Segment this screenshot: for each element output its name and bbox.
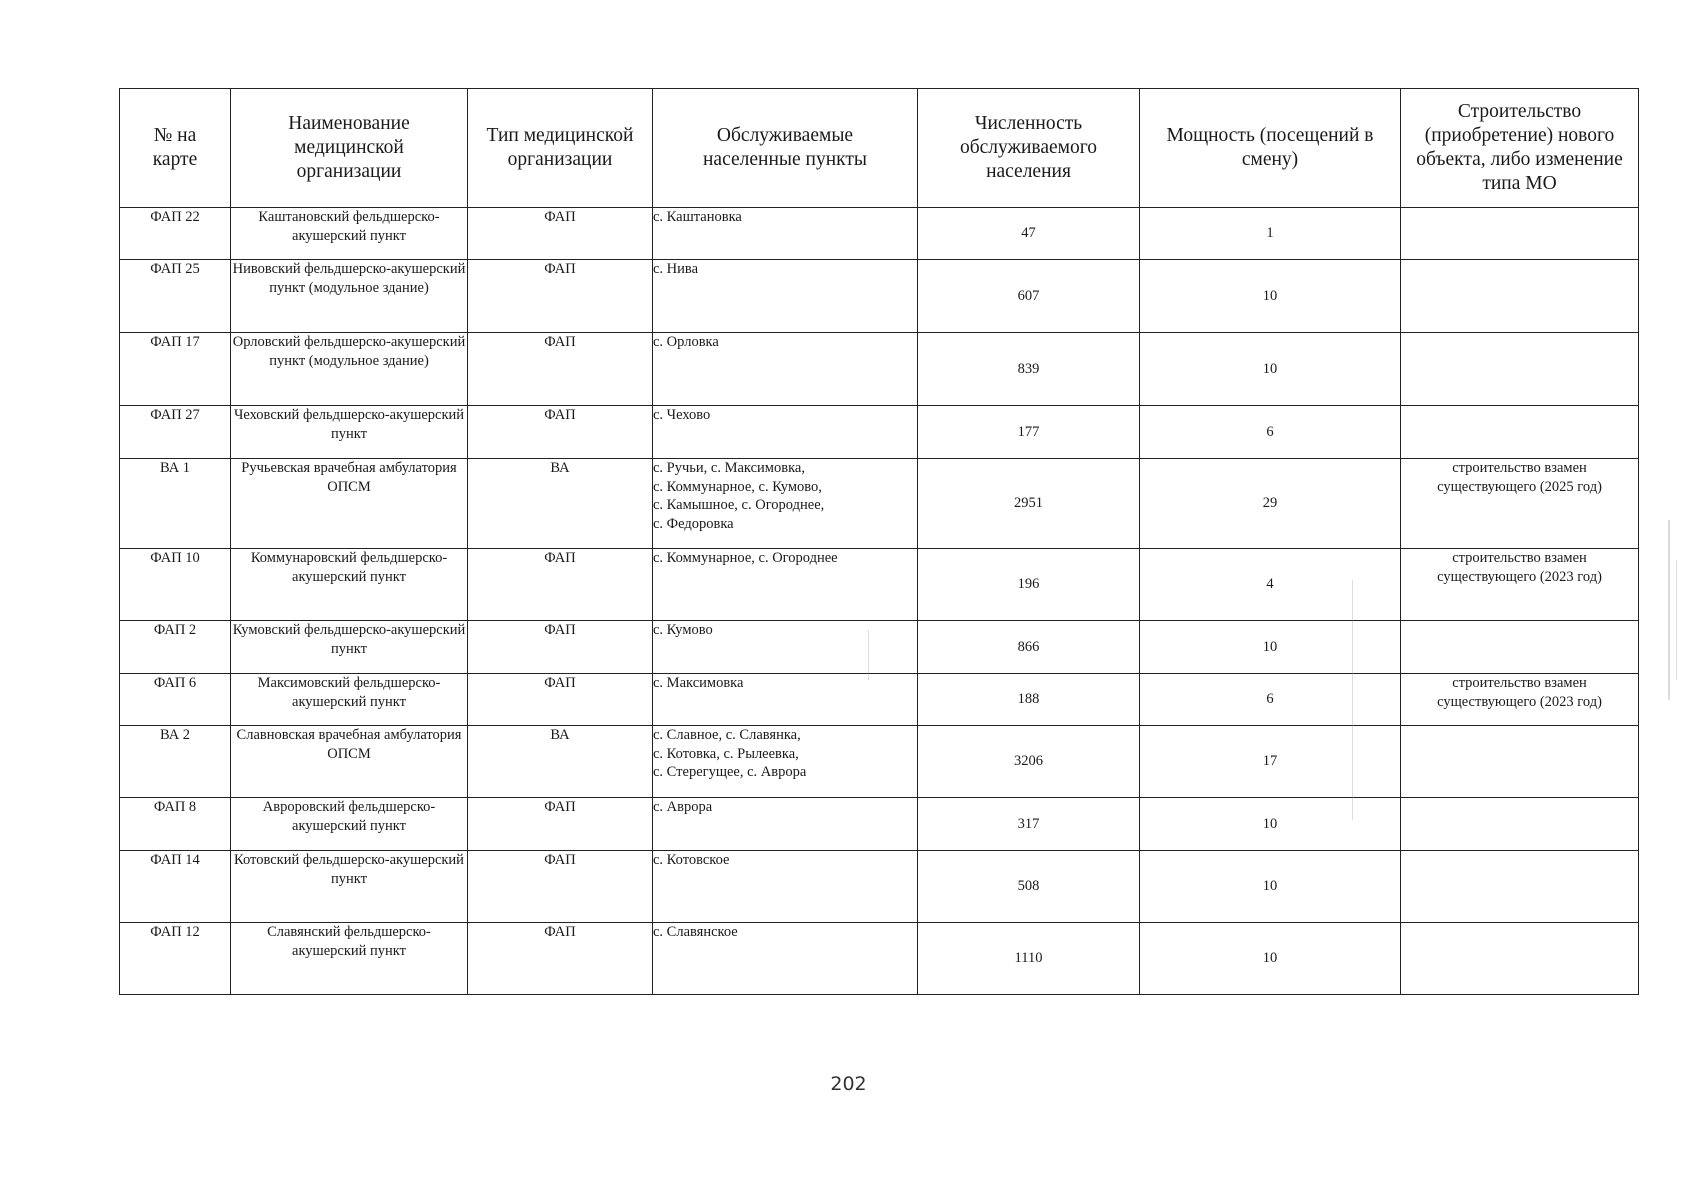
header-served-settlements: Обслуживаемые населенные пункты	[653, 89, 918, 208]
table-body	[120, 208, 1639, 995]
served-settlements-cell	[653, 208, 918, 260]
construction-cell	[1401, 923, 1639, 995]
capacity-cell: 6	[1140, 406, 1401, 459]
table-row	[120, 923, 1639, 995]
table-header-row	[120, 89, 1639, 208]
org-type-cell: ФАП	[468, 851, 653, 923]
settlement-line: с. Котовка, с. Рылеевка,	[653, 745, 799, 762]
served-settlements-cell	[653, 621, 918, 674]
capacity-cell: 17	[1140, 726, 1401, 798]
org-type-cell: ФАП	[468, 333, 653, 406]
map-number-cell: ФАП 12	[120, 923, 231, 995]
construction-note-line: существующего (2025 год)	[1437, 478, 1602, 495]
org-name-cell: Авроровский фельдшерско-акушерский пункт	[231, 798, 468, 851]
population-cell: 508	[918, 851, 1140, 923]
org-type-cell: ФАП	[468, 923, 653, 995]
header-construction: Строительство (приобретение) нового объекта, либо изменение типа МО	[1401, 89, 1639, 208]
scan-noise	[868, 630, 869, 680]
org-name-cell: Каштановский фельдшерско-акушерский пункт	[231, 208, 468, 260]
org-type-cell: ВА	[468, 459, 653, 549]
map-number-cell: ФАП 8	[120, 798, 231, 851]
served-settlements-cell	[653, 459, 918, 549]
org-type-cell: ФАП	[468, 260, 653, 333]
table-row	[120, 260, 1639, 333]
header-org-name: Наименование медицинской организации	[231, 89, 468, 208]
map-number-cell: ФАП 22	[120, 208, 231, 260]
served-settlements-cell	[653, 549, 918, 621]
capacity-cell: 6	[1140, 674, 1401, 726]
served-settlements-cell	[653, 726, 918, 798]
settlement-line: с. Нива	[653, 261, 699, 277]
construction-cell	[1401, 726, 1639, 798]
settlement-line: с. Федоровка	[653, 515, 734, 532]
capacity-cell: 10	[1140, 798, 1401, 851]
population-cell: 866	[918, 621, 1140, 674]
served-settlements-cell	[653, 260, 918, 333]
org-name-cell: Нивовский фельдшерско-акушерский пункт (модульное здание)	[231, 260, 468, 333]
population-cell: 607	[918, 260, 1140, 333]
table-row	[120, 208, 1639, 260]
scan-noise	[1668, 520, 1670, 700]
capacity-cell: 1	[1140, 208, 1401, 260]
org-name-cell: Славновская врачебная амбулатория ОПСМ	[231, 726, 468, 798]
capacity-cell: 4	[1140, 549, 1401, 621]
org-name-cell: Кумовский фельдшерско-акушерский пункт	[231, 621, 468, 674]
header-map-number: № на карте	[120, 89, 231, 208]
table-row	[120, 798, 1639, 851]
map-number-cell: ФАП 14	[120, 851, 231, 923]
map-number-cell: ФАП 2	[120, 621, 231, 674]
construction-note-line: строительство взамен	[1452, 675, 1587, 691]
org-name-cell: Славянский фельдшерско-акушерский пункт	[231, 923, 468, 995]
org-name-cell: Котовский фельдшерско-акушерский пункт	[231, 851, 468, 923]
construction-cell	[1401, 459, 1639, 549]
map-number-cell: ФАП 10	[120, 549, 231, 621]
header-org-type: Тип медицинской организации	[468, 89, 653, 208]
org-name-cell: Чеховский фельдшерско-акушерский пункт	[231, 406, 468, 459]
table-row	[120, 674, 1639, 726]
population-cell: 3206	[918, 726, 1140, 798]
settlement-line: с. Камышное, с. Огороднее,	[653, 497, 825, 513]
population-cell: 317	[918, 798, 1140, 851]
capacity-cell: 10	[1140, 923, 1401, 995]
map-number-cell: ФАП 6	[120, 674, 231, 726]
settlement-line: с. Максимовка	[653, 675, 744, 691]
scan-noise	[1352, 580, 1353, 820]
construction-cell	[1401, 549, 1639, 621]
org-type-cell: ВА	[468, 726, 653, 798]
served-settlements-cell	[653, 406, 918, 459]
org-name-cell: Ручьевская врачебная амбулатория ОПСМ	[231, 459, 468, 549]
settlement-line: с. Аврора	[653, 799, 713, 815]
construction-cell	[1401, 333, 1639, 406]
settlement-line: с. Славянское	[653, 924, 738, 940]
map-number-cell: ВА 2	[120, 726, 231, 798]
org-name-cell: Орловский фельдшерско-акушерский пункт (модульное здание)	[231, 333, 468, 406]
settlement-line: с. Коммунарное, с. Огороднее	[653, 550, 838, 566]
map-number-cell: ФАП 27	[120, 406, 231, 459]
table-row	[120, 726, 1639, 798]
capacity-cell: 10	[1140, 851, 1401, 923]
org-type-cell: ФАП	[468, 674, 653, 726]
construction-note-line: существующего (2023 год)	[1437, 693, 1602, 710]
org-type-cell: ФАП	[468, 208, 653, 260]
settlement-line: с. Стерегущее, с. Аврора	[653, 764, 807, 780]
population-cell: 1110	[918, 923, 1140, 995]
settlement-line: с. Славное, с. Славянка,	[653, 727, 801, 743]
medical-organizations-table	[119, 88, 1639, 995]
settlement-line: с. Коммунарное, с. Кумово,	[653, 478, 822, 495]
org-name-cell: Максимовский фельдшерско-акушерский пункт	[231, 674, 468, 726]
served-settlements-cell	[653, 674, 918, 726]
served-settlements-cell	[653, 798, 918, 851]
served-settlements-cell	[653, 923, 918, 995]
org-type-cell: ФАП	[468, 798, 653, 851]
construction-note-line: существующего (2023 год)	[1437, 568, 1602, 585]
population-cell: 2951	[918, 459, 1140, 549]
served-settlements-cell	[653, 851, 918, 923]
capacity-cell: 10	[1140, 333, 1401, 406]
header-population: Численность обслуживаемого населения	[918, 89, 1140, 208]
table-row	[120, 406, 1639, 459]
settlement-line: с. Чехово	[653, 407, 711, 423]
construction-cell	[1401, 208, 1639, 260]
scan-noise	[1676, 560, 1677, 680]
map-number-cell: ФАП 17	[120, 333, 231, 406]
table-row	[120, 549, 1639, 621]
population-cell: 188	[918, 674, 1140, 726]
population-cell: 177	[918, 406, 1140, 459]
page-number: 202	[830, 1073, 867, 1095]
org-name-cell: Коммунаровский фельдшерско- акушерский пункт	[231, 549, 468, 621]
settlement-line: с. Орловка	[653, 334, 719, 350]
org-type-cell: ФАП	[468, 406, 653, 459]
map-number-cell: ФАП 25	[120, 260, 231, 333]
served-settlements-cell	[653, 333, 918, 406]
capacity-cell: 10	[1140, 621, 1401, 674]
header-capacity: Мощность (посещений в смену)	[1140, 89, 1401, 208]
population-cell: 196	[918, 549, 1140, 621]
construction-cell	[1401, 851, 1639, 923]
construction-cell	[1401, 260, 1639, 333]
population-cell: 47	[918, 208, 1140, 260]
settlement-line: с. Ручьи, с. Максимовка,	[653, 460, 805, 476]
capacity-cell: 29	[1140, 459, 1401, 549]
construction-note-line: строительство взамен	[1452, 550, 1587, 566]
settlement-line: с. Котовское	[653, 852, 730, 868]
construction-cell	[1401, 798, 1639, 851]
org-type-cell: ФАП	[468, 621, 653, 674]
construction-cell	[1401, 406, 1639, 459]
settlement-line: с. Кумово	[653, 622, 713, 638]
table-row	[120, 621, 1639, 674]
construction-note-line: строительство взамен	[1452, 460, 1587, 476]
construction-cell	[1401, 621, 1639, 674]
construction-cell	[1401, 674, 1639, 726]
population-cell: 839	[918, 333, 1140, 406]
table-row	[120, 851, 1639, 923]
map-number-cell: ВА 1	[120, 459, 231, 549]
table-row	[120, 333, 1639, 406]
table-row	[120, 459, 1639, 549]
capacity-cell: 10	[1140, 260, 1401, 333]
settlement-line: с. Каштановка	[653, 209, 742, 225]
org-type-cell: ФАП	[468, 549, 653, 621]
